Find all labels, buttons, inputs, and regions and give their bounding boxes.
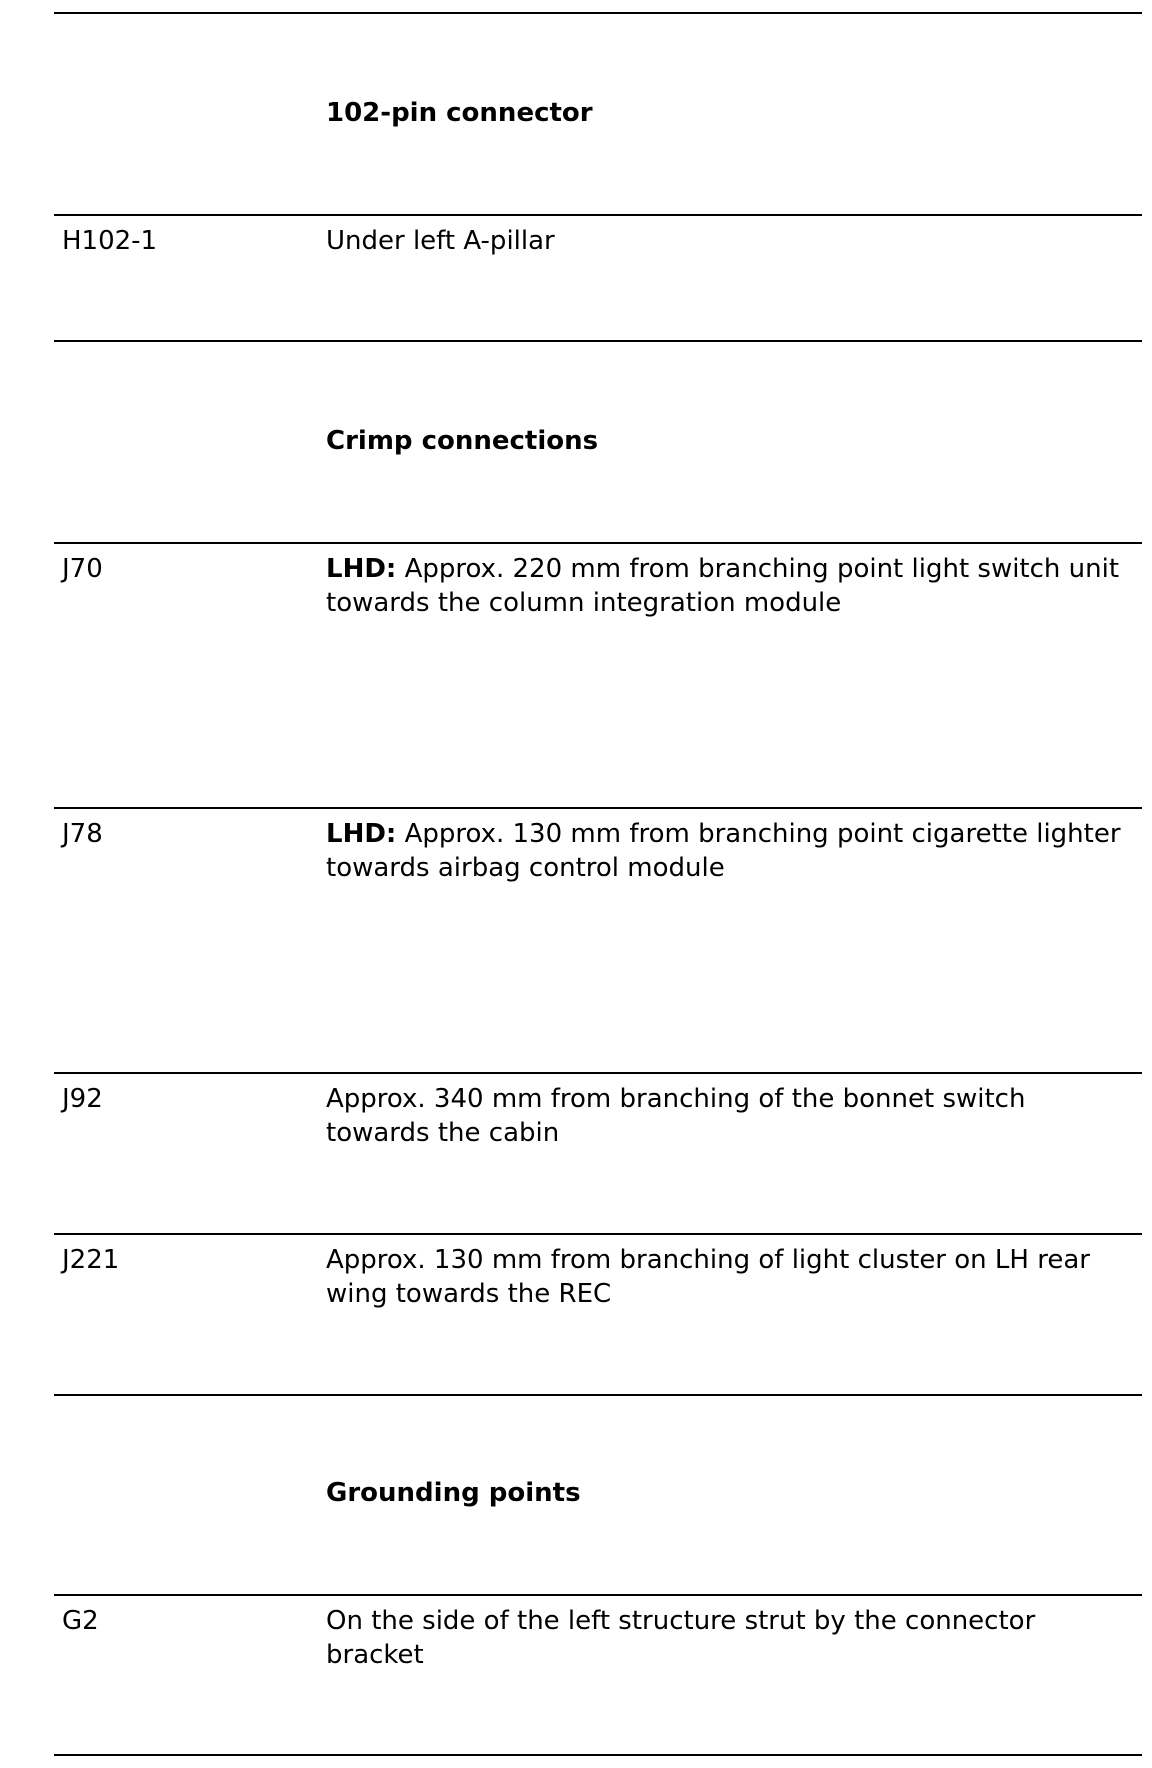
location-text: Under left A-pillar <box>326 226 555 256</box>
location-description <box>326 817 1136 885</box>
connector-code: G2 <box>62 1606 99 1636</box>
location-lead: LHD: <box>326 554 397 584</box>
location-text: Approx. 340 mm from branching of the bonnet switch towards the cabin <box>326 1084 1026 1148</box>
location-lead: LHD: <box>326 819 397 849</box>
connector-code: J92 <box>62 1084 103 1114</box>
section-heading-row <box>54 12 1142 214</box>
connector-code: J70 <box>62 554 103 584</box>
table-row <box>54 1233 1142 1394</box>
section-heading-row <box>54 340 1142 542</box>
location-text: Approx. 130 mm from branching point cigarette lighter towards airbag control module <box>326 819 1121 883</box>
table-row <box>54 807 1142 1072</box>
connector-code: J78 <box>62 819 103 849</box>
table-row <box>54 1072 1142 1233</box>
location-description <box>326 1604 1136 1672</box>
connector-code: H102-1 <box>62 226 158 256</box>
table-row <box>54 542 1142 807</box>
section-heading: Crimp connections <box>326 426 599 456</box>
location-description <box>326 224 1136 258</box>
location-text: Approx. 220 mm from branching point light switch unit towards the column integration module <box>326 554 1120 618</box>
table-row <box>54 214 1142 340</box>
location-text: On the side of the left structure strut by the connector bracket <box>326 1606 1036 1670</box>
location-description <box>326 1082 1136 1150</box>
section-heading: 102-pin connector <box>326 98 593 128</box>
location-text: Approx. 130 mm from branching of light cluster on LH rear wing towards the REC <box>326 1245 1090 1309</box>
connector-location-table <box>54 12 1142 1756</box>
section-heading: Grounding points <box>326 1478 581 1508</box>
table-row <box>54 1594 1142 1756</box>
location-description <box>326 552 1136 620</box>
location-description <box>326 1243 1136 1311</box>
connector-code: J221 <box>62 1245 120 1275</box>
section-heading-row <box>54 1394 1142 1594</box>
